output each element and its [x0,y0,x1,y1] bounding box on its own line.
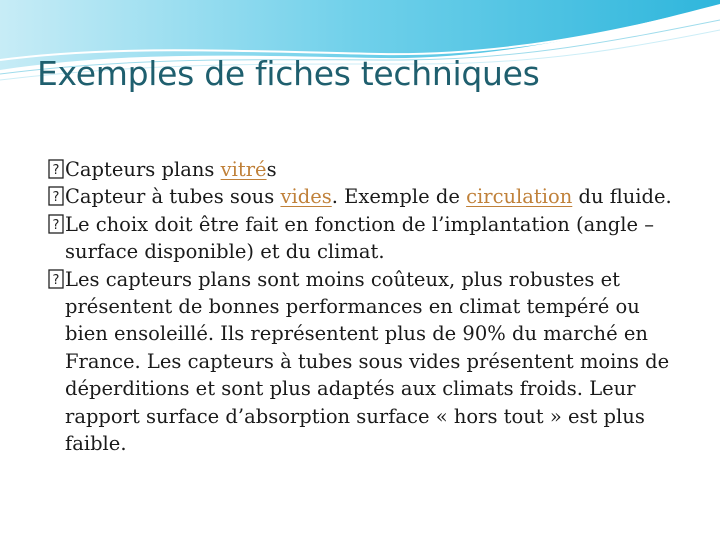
bullet-text: Capteurs plans [65,158,221,181]
bullet-text: Le choix doit être fait en fonction de l’implantation (angle – surface disponible) et du climat. [65,212,655,264]
svg-text:?: ? [52,163,60,178]
bullet-list [47,156,687,457]
highlighted-term: vitré [220,158,267,181]
bullet-text: du fluide. [572,185,672,209]
bullet-item [47,266,687,458]
bullet-text: . Exemple de [331,185,467,209]
bullet-item [47,156,687,183]
svg-text:?: ? [52,272,60,288]
svg-text:?: ? [52,190,60,206]
replacement-character-icon [47,214,65,235]
bullet-item [47,183,687,210]
highlighted-term: circulation [466,185,573,209]
svg-text:?: ? [52,217,60,233]
bullet-text: Les capteurs plans sont moins coûteux, plus robustes et présentent de bonnes performances en climat tempéré ou bien ensoleillé. Ils représentent plus de 90% du marché en France. Les capteurs à tubes sous vides présentent moins de déperditions et sont plus adaptés aux climats froids. Leur rapport surface d’absorption surface « hors tout » est plus faible. [65,267,670,456]
bullet-item [47,211,687,266]
bullet-text: s [266,158,277,181]
highlighted-term: vides [280,185,332,209]
bullet-text: Capteur à tubes sous [65,185,281,209]
slide-title: Exemples de fiches techniques [37,54,540,93]
replacement-character-icon [47,186,65,207]
replacement-character-icon [47,269,65,290]
replacement-character-icon [47,159,65,180]
